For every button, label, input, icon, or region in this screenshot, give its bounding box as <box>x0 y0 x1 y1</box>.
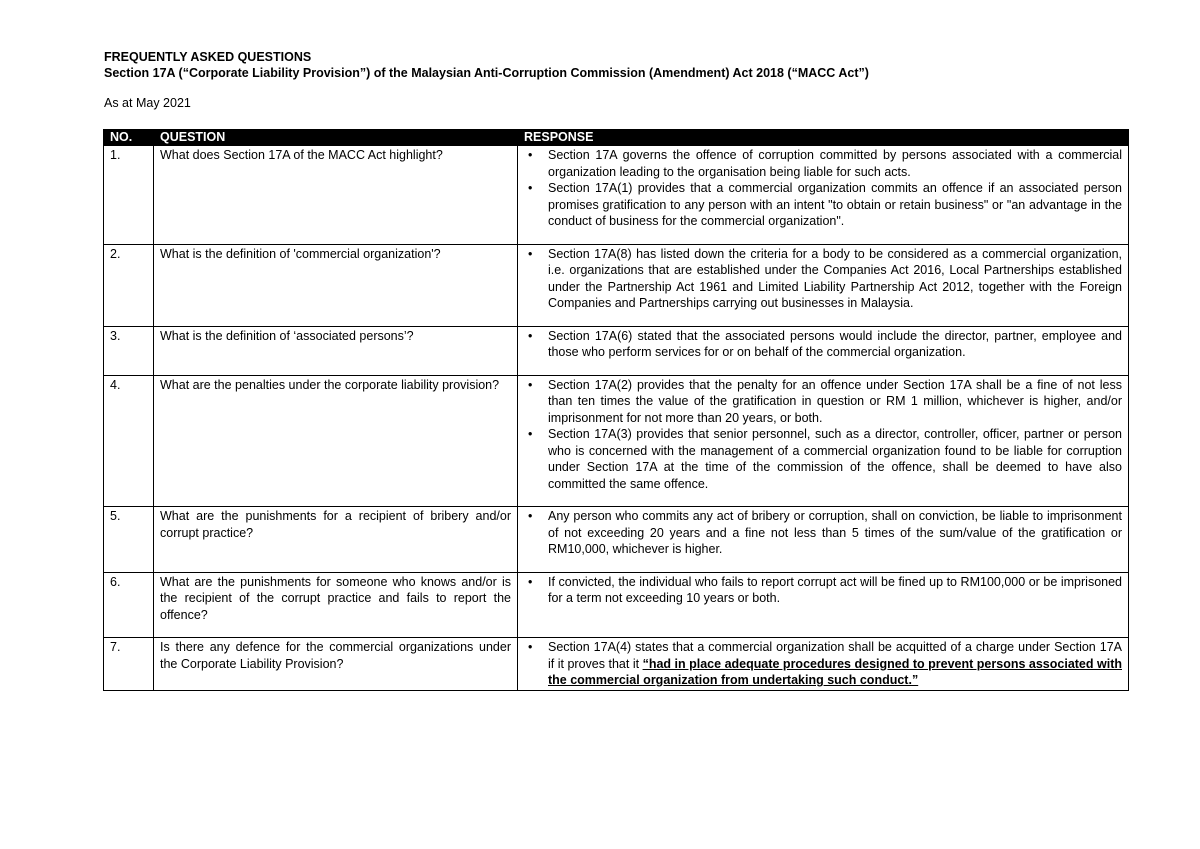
document-subtitle: Section 17A (“Corporate Liability Provision”) of the Malaysian Anti-Corruption Commission (Amendment) Act 2018 (“MACC Act”) <box>104 66 869 80</box>
table-row <box>104 326 1129 375</box>
response-cell <box>518 326 1129 375</box>
row-number: 2. <box>104 244 154 326</box>
bullet-icon: • <box>528 148 533 162</box>
response-item <box>528 328 1122 361</box>
response-item <box>528 639 1122 689</box>
faq-table <box>103 129 1129 691</box>
response-cell <box>518 507 1129 573</box>
question-cell: What are the punishments for a recipient of bribery and/or corrupt practice? <box>154 507 518 573</box>
bullet-icon: • <box>528 509 533 523</box>
response-text: Section 17A(6) stated that the associated persons would include the director, partner, employee and those who perform services for or on behalf of the commercial organization. <box>548 328 1122 359</box>
header-question: QUESTION <box>154 130 518 146</box>
response-cell <box>518 244 1129 326</box>
question-cell: What is the definition of 'commercial organization'? <box>154 244 518 326</box>
header-response: RESPONSE <box>518 130 1129 146</box>
document-title: FREQUENTLY ASKED QUESTIONS <box>104 50 312 64</box>
response-item <box>528 180 1122 230</box>
bullet-icon: • <box>528 181 533 195</box>
response-text: Section 17A(8) has listed down the criteria for a body to be considered as a commercial organization, i.e. organizations that are established under the Companies Act 2016, Local Partnerships established under the Partnership Act 1961 and Limited Liability Partnership Act 2012, together with the Foreign Companies and Partnerships carrying out businesses in Malaysia. <box>548 246 1122 310</box>
response-item <box>528 246 1122 312</box>
question-cell: What are the punishments for someone who knows and/or is the recipient of the corrupt practice and fails to report the offence? <box>154 572 518 638</box>
bullet-icon: • <box>528 427 533 441</box>
response-text: If convicted, the individual who fails to report corrupt act will be fined up to RM100,000 or be imprisoned for a term not exceeding 10 years or both. <box>548 574 1122 605</box>
bullet-icon: • <box>528 246 533 261</box>
table-row <box>104 375 1129 507</box>
bullet-icon: • <box>528 377 533 392</box>
response-cell <box>518 572 1129 638</box>
response-item <box>528 426 1122 492</box>
response-item <box>528 147 1122 180</box>
response-text: Section 17A governs the offence of corruption committed by persons associated with a commercial organization leading to the organisation being liable for such acts. <box>548 148 1122 179</box>
row-number: 1. <box>104 146 154 245</box>
question-cell: What does Section 17A of the MACC Act highlight? <box>154 146 518 245</box>
question-cell: What are the penalties under the corporate liability provision? <box>154 375 518 507</box>
table-row <box>104 244 1129 326</box>
row-number: 7. <box>104 638 154 691</box>
as-at-date: As at May 2021 <box>104 96 191 110</box>
header-no: NO. <box>104 130 154 146</box>
response-text: Section 17A(3) provides that senior personnel, such as a director, controller, officer, partner or person who is concerned with the management of a commercial organization found to be liable for corruption under Section 17A at the time of the commission of the offence, shall be deemed to have also committed the same offence. <box>548 427 1122 491</box>
response-text: Section 17A(1) provides that a commercial organization commits an offence if an associated person promises gratification to any person with an intent "to obtain or retain business" or "an advantage in the conduct of business for the commercial organization". <box>548 181 1122 228</box>
response-item <box>528 377 1122 427</box>
table-header-row <box>104 130 1129 146</box>
table-row <box>104 507 1129 573</box>
row-number: 5. <box>104 507 154 573</box>
response-cell <box>518 146 1129 245</box>
response-item <box>528 508 1122 558</box>
question-cell: What is the definition of ‘associated persons’? <box>154 326 518 375</box>
response-text: Section 17A(2) provides that the penalty for an offence under Section 17A shall be a fine of not less than ten times the value of the gratification in question or RM 1 million, whichever is higher, and/or imprisonment for not more than 20 years, or both. <box>548 377 1122 425</box>
row-number: 3. <box>104 326 154 375</box>
response-cell <box>518 375 1129 507</box>
bullet-icon: • <box>528 640 533 654</box>
response-text: Any person who commits any act of bribery or corruption, shall on conviction, be liable to imprisonment of not exceeding 20 years and a fine not less than 5 times of the sum/value of the gratification or RM10,000, whichever is higher. <box>548 509 1122 556</box>
row-number: 4. <box>104 375 154 507</box>
table-row <box>104 638 1129 691</box>
bullet-icon: • <box>528 328 533 343</box>
row-number: 6. <box>104 572 154 638</box>
question-cell: Is there any defence for the commercial organizations under the Corporate Liability Provision? <box>154 638 518 691</box>
response-emphasis: “had in place adequate procedures designed to prevent persons associated with the commercial organization from undertaking such conduct.” <box>548 656 1122 687</box>
response-item <box>528 574 1122 607</box>
bullet-icon: • <box>528 574 533 589</box>
response-text: Section 17A(4) states that a commercial organization shall be acquitted of a charge under Section 17A if it proves that it <box>548 640 1122 671</box>
response-cell <box>518 638 1129 691</box>
table-row <box>104 146 1129 245</box>
table-row <box>104 572 1129 638</box>
